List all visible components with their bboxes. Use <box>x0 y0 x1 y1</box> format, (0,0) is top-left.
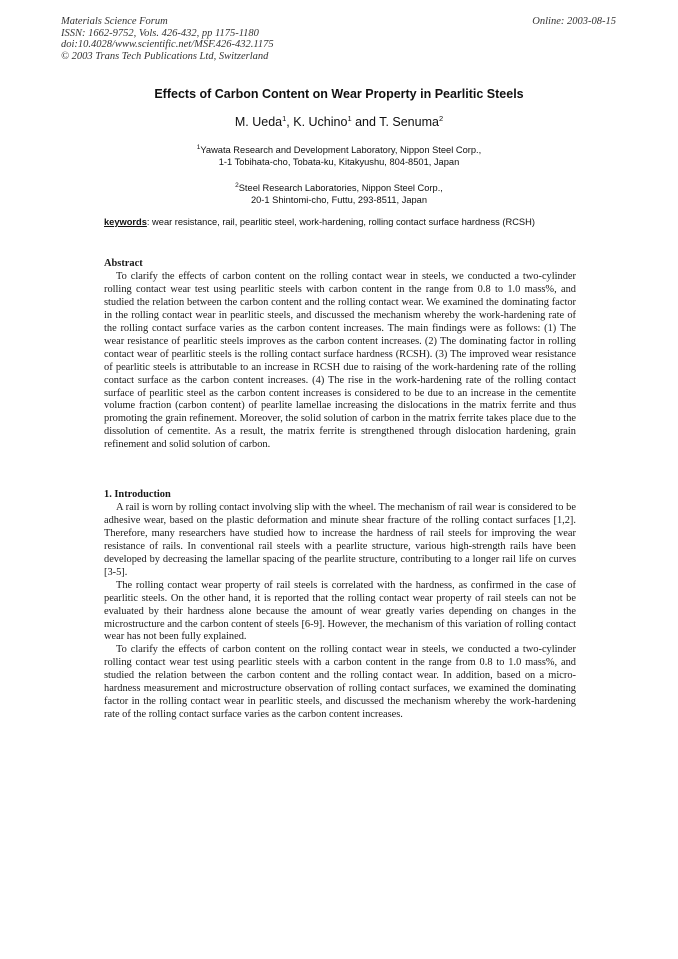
author-affiliation-mark: 1 <box>282 114 287 123</box>
author-name: M. Ueda <box>234 115 283 130</box>
journal-name: Materials Science Forum <box>61 16 168 27</box>
introduction-paragraph: The rolling contact wear property of rail steels is correlated with the hardness, as confirmed in the case of pearlitic steels. On the other hand, it is reported that the rolling contact wear property of rail steels can not be evaluated by their hardness alone because the amount of wear greatly varies depending on changes in the microstructure and the carbon content of steels [6-9]. However, the mechanism of this variation of rolling contact wear has not been fully explained. <box>104 579 576 643</box>
abstract-text: To clarify the effects of carbon content on the rolling contact wear in steels, we conducted a two-cylinder rolling contact wear test using pearlitic steels with carbon content in the range from 0.8 to 1.0 mass%, and studied the relation between the carbon content and the rolling contact wear. We examined the dominating factor in the rolling contact wear in pearlitic steels, and discussed the mechanism whereby the work-hardening rate of the rolling contact surface varies as the carbon content increases. The main findings were as follows: (1) The wear resistance of pearlitic steels improves as the carbon content increases. (2) The dominating factor in rolling contact wear of pearlitic steels is the rolling contact surface hardness (RCSH). (3) The improved wear resistance of pearlitic steels is attributable to an increase in RCSH due to raising of the work-hardening rate of the rolling contact surface as the carbon content increases. (4) The rise in the work-hardening rate of the rolling contact surface of pearlitic steel as the carbon content increases is considered to be due to an increase in the cementite volume fraction (carbon content) of pearlite lamellae increasing the dislocations in the matrix ferrite and thus promoting the grain refinement. Moreover, the solid solution of carbon in the matrix ferrite takes place due to the dissolution of cementite. As a result, the matrix ferrite is strengthened through dislocation hardening, grain refinement and solid solution of carbon. <box>104 270 576 451</box>
abstract-heading: Abstract <box>104 258 143 269</box>
author-conjunction: and <box>351 115 380 130</box>
affiliation-mark: 2 <box>235 182 239 189</box>
affiliation-address: 20-1 Shintomi-cho, Futtu, 293-8511, Japan <box>250 195 428 206</box>
introduction-section <box>104 489 576 722</box>
introduction-heading: 1. Introduction <box>104 489 171 500</box>
affiliation-1 <box>0 142 678 168</box>
doi-link[interactable]: doi:10.4028/www.scientific.net/MSF.426-432.1175 <box>61 39 274 50</box>
affiliation-address: 1-1 Tobihata-cho, Tobata-ku, Kitakyushu, 804-8501, Japan <box>218 157 460 168</box>
affiliation-line: Yawata Research and Development Laboratory, Nippon Steel Corp., <box>200 145 482 156</box>
author-list: M. Ueda$^1$, K. Uchino$^1$ and T. Senuma$^2$ <box>234 114 444 130</box>
issn-line: ISSN: 1662-9752, Vols. 426-432, pp 1175-1180 <box>61 27 259 39</box>
copyright-line: © 2003 Trans Tech Publications Ltd, Switzerland <box>61 50 269 62</box>
keywords <box>104 216 576 228</box>
publication-header <box>61 16 274 62</box>
author-affiliation-mark: 2 <box>438 114 444 123</box>
online-date: Online: 2003-08-15 <box>532 16 616 27</box>
affiliation-2 <box>0 180 678 206</box>
abstract-section <box>104 258 576 452</box>
author-name: T. Senuma <box>379 115 439 130</box>
keywords-label: keywords <box>104 217 147 227</box>
keywords-text: : wear resistance, rail, pearlitic steel, work-hardening, rolling contact surface hardness (RCSH) <box>146 217 535 227</box>
author-name: K. Uchino <box>293 115 348 130</box>
introduction-paragraph: To clarify the effects of carbon content on the rolling contact wear in steels, we conducted a two-cylinder rolling contact wear test using pearlitic steels with a carbon content in the range from 0.8 to 1.0 mass%, and studied the relation between the carbon content and the rolling contact wear. In addition, based on a micro-hardness measurement and microstructure observation of rolling contact surfaces, we examined the dominating factor in the rolling contact wear in pearlitic steels, and discussed the mechanism whereby the work-hardening rate of the rolling contact surface varies as the carbon content increases. <box>104 644 576 721</box>
affiliation-line: Steel Research Laboratories, Nippon Steel Corp., <box>238 183 443 194</box>
affiliation-mark: 1 <box>196 144 201 151</box>
author-affiliation-mark: 1 <box>347 114 352 123</box>
introduction-paragraph: A rail is worn by rolling contact involving slip with the wheel. The mechanism of rail wear is considered to be adhesive wear, based on the plastic deformation and minute shear fracture of the rolling contact surfaces [1,2]. Therefore, many researchers have studied how to increase the hardness of rail steels for improving the wear resistance of rails. In conventional rail steels with a pearlite structure, various high-strength rails have been developed by decreasing the lamellar spacing of the pearlite structure, contributing to a longer rail life on curves [3-5]. <box>104 501 576 578</box>
paper-title: Effects of Carbon Content on Wear Property in Pearlitic Steels <box>154 87 524 101</box>
